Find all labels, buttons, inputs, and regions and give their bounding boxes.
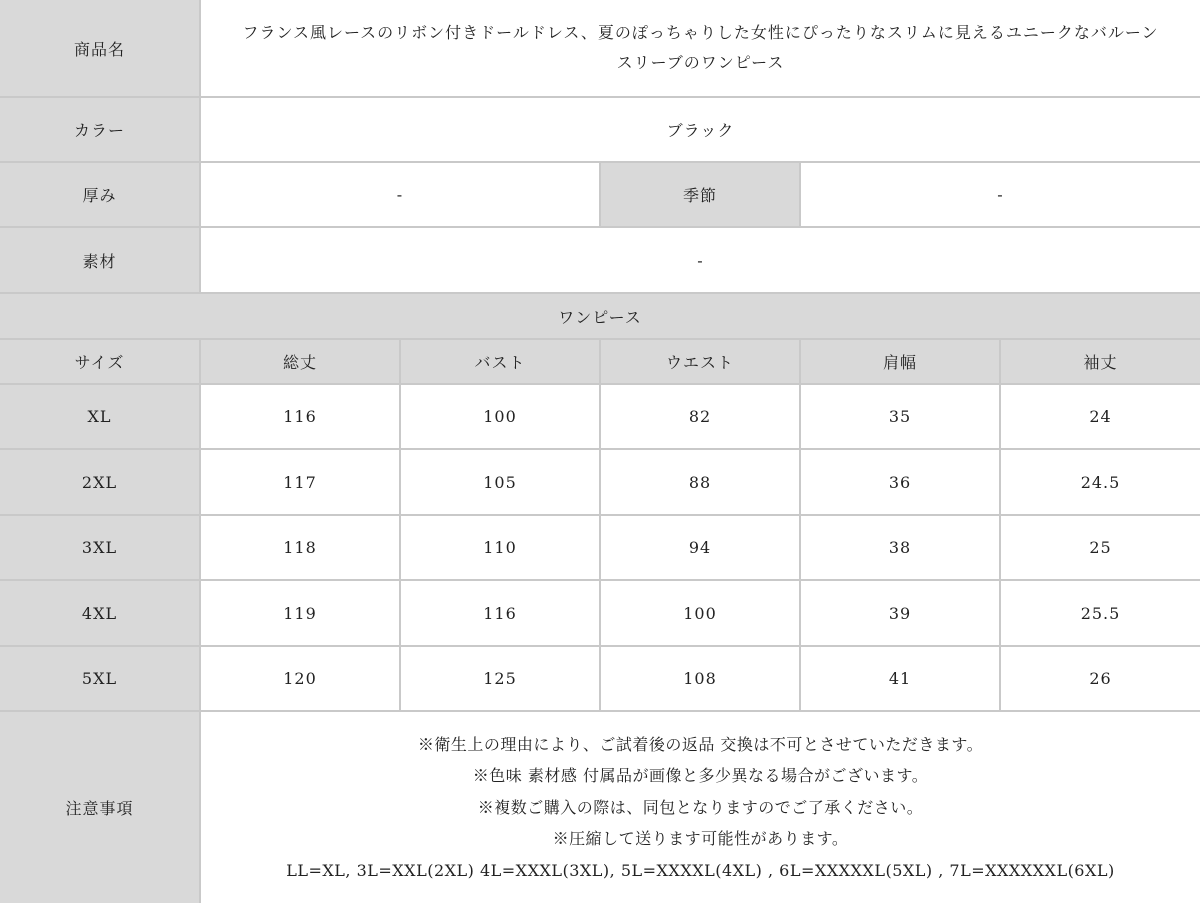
- season-label: 季節: [601, 163, 799, 226]
- size-row-label: 4XL: [0, 581, 199, 645]
- material-value: -: [201, 228, 1200, 292]
- size-row-label: XL: [0, 385, 199, 448]
- size-row-label: 5XL: [0, 647, 199, 710]
- table-cell: 108: [601, 647, 799, 710]
- table-cell: 25.5: [1001, 581, 1200, 645]
- table-cell: 100: [601, 581, 799, 645]
- size-header-bust: バスト: [401, 340, 599, 383]
- product-name-line-1: フランス風レースのリボン付きドールドレス、夏のぽっちゃりした女性にぴったりなスリムに見えるユニークなバルーン: [242, 23, 1159, 42]
- table-cell: 88: [601, 450, 799, 514]
- color-label: カラー: [0, 98, 199, 161]
- table-cell: 26: [1001, 647, 1200, 710]
- table-cell: 118: [201, 516, 399, 579]
- table-cell: 35: [801, 385, 999, 448]
- size-header-length: 総丈: [201, 340, 399, 383]
- color-value: ブラック: [201, 98, 1200, 161]
- note-line: ※複数ご購入の際は、同包となりますのでご了承ください。: [477, 797, 924, 817]
- table-cell: 119: [201, 581, 399, 645]
- table-cell: 38: [801, 516, 999, 579]
- table-cell: 117: [201, 450, 399, 514]
- season-value: -: [801, 163, 1200, 226]
- product-name-label: 商品名: [0, 0, 199, 96]
- product-name-value: [201, 0, 1200, 96]
- thickness-label: 厚み: [0, 163, 199, 226]
- size-row-label: 2XL: [0, 450, 199, 514]
- table-cell: 105: [401, 450, 599, 514]
- size-row-label: 3XL: [0, 516, 199, 579]
- material-label: 素材: [0, 228, 199, 292]
- notes-body: [201, 712, 1200, 903]
- table-cell: 24.5: [1001, 450, 1200, 514]
- table-cell: 94: [601, 516, 799, 579]
- table-cell: 41: [801, 647, 999, 710]
- table-cell: 116: [201, 385, 399, 448]
- table-cell: 36: [801, 450, 999, 514]
- note-line: ※衛生上の理由により、ご試着後の返品 交換は不可とさせていただきます。: [417, 734, 984, 754]
- size-conversion-note: LL=XL, 3L=XXL(2XL) 4L=XXXL(3XL), 5L=XXXXL(4XL) , 6L=XXXXXL(5XL) , 7L=XXXXXXL(6XL): [286, 860, 1115, 880]
- table-cell: 120: [201, 647, 399, 710]
- table-cell: 25: [1001, 516, 1200, 579]
- table-cell: 116: [401, 581, 599, 645]
- product-name-line-2: スリーブのワンピース: [616, 53, 785, 72]
- size-header-shoulder: 肩幅: [801, 340, 999, 383]
- thickness-value: -: [201, 163, 599, 226]
- size-header-sleeve: 袖丈: [1001, 340, 1200, 383]
- size-header-size: サイズ: [0, 340, 199, 383]
- table-cell: 100: [401, 385, 599, 448]
- table-cell: 39: [801, 581, 999, 645]
- size-header-waist: ウエスト: [601, 340, 799, 383]
- table-cell: 24: [1001, 385, 1200, 448]
- table-cell: 82: [601, 385, 799, 448]
- notes-label: 注意事項: [0, 712, 199, 903]
- note-line: ※圧縮して送ります可能性があります。: [552, 829, 849, 849]
- note-line: ※色味 素材感 付属品が画像と多少異なる場合がございます。: [472, 766, 929, 786]
- table-cell: 110: [401, 516, 599, 579]
- table-cell: 125: [401, 647, 599, 710]
- size-table-title: ワンピース: [0, 294, 1200, 338]
